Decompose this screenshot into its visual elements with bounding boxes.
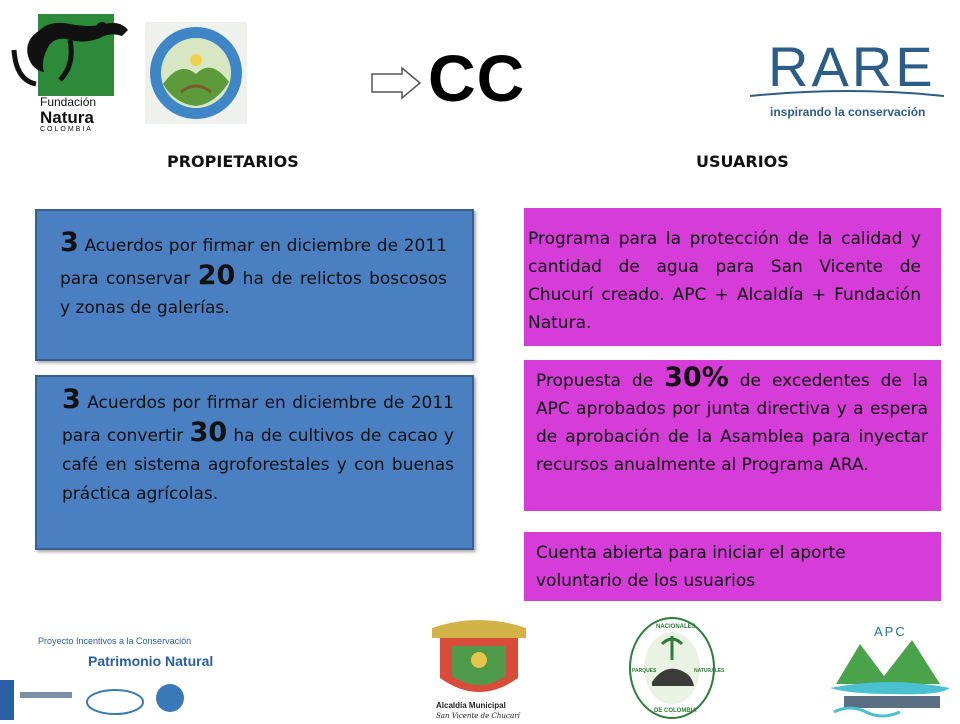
rare-tagline: inspirando la conservación [770,105,926,119]
propietarios-box-2 [35,375,474,550]
rare-name: RARE [768,35,936,98]
fundacion-line2: Natura [40,108,94,127]
usuarios-box3-text: Cuenta abierta para iniciar el aporte voluntario de los usuarios [536,543,846,591]
usuarios-box2-pre: Propuesta de [536,371,665,391]
parques-bottom: DE COLOMBIA [654,708,697,714]
seal-icon [145,22,247,124]
alcaldia-line1: Alcaldía Municipal [436,701,506,710]
usuarios-box2-post: de excedentes de la APC aprobados por junta directiva y a espera de aprobación de la Asamblea para inyectar recursos anualmente al Programa ARA. [536,371,928,475]
propietarios-box-1 [35,209,474,361]
fundacion-line3: COLOMBIA [40,126,93,133]
parques-right: NATURALES [694,668,725,674]
box1-text-a: Acuerdos por firmar en diciembre de 2011 para conservar [60,236,447,289]
column-title-propietarios: PROPIETARIOS [167,152,299,171]
monkey-icon [10,10,132,132]
box2-number-ha: 30 [189,417,228,448]
box2-text-a: Acuerdos por firmar en diciembre de 2011 para convertir [62,393,454,446]
globe-icon [156,684,184,712]
parques-nacionales-logo [626,616,725,720]
usuarios-box2-number: 30% [664,362,729,393]
rare-logo [748,24,948,124]
usuarios-box-1 [524,208,941,346]
box2-number: 3 [62,384,81,415]
parques-top: NACIONALES [656,624,696,630]
right-arrow-icon [370,66,422,104]
fundacion-natura-logo [10,10,132,132]
community-seal-logo [145,22,247,124]
crest-banner-icon [432,620,526,638]
alcaldia-municipal-logo [422,616,536,720]
water-icon [834,708,900,716]
fundacion-line1: Fundación [40,95,97,109]
incentivos-line2: Patrimonio Natural [88,653,214,669]
usuarios-box1-text: Programa para la protección de la calidad y cantidad de agua para San Vicente de Chucurí creado. APC + Alcaldía + Fundación Natura. [528,229,921,333]
usuarios-box-3 [524,532,941,601]
patrimonio-icon [87,690,143,714]
incentivos-line1: Proyecto Incentivos a la Conservación [38,636,192,646]
center-title: CC [428,41,526,115]
column-title-usuarios: USUARIOS [696,152,789,171]
box1-number: 3 [60,227,79,258]
flag-icon [0,680,14,720]
apc-logo [820,622,958,720]
incentivos-conservacion-logo [0,632,214,720]
apc-name: APC [874,624,907,639]
mountain-icon [836,640,940,684]
box1-text-b: ha de relictos boscosos y zonas de galerías. [60,269,447,318]
usuarios-box-2 [524,360,941,511]
parques-left: PARQUES [632,668,657,674]
box1-number-ha: 20 [197,260,236,291]
box2-text-b: ha de cultivos de cacao y café en sistema agroforestales y con buenas práctica agrícolas. [62,426,454,504]
alcaldia-line2: San Vicente de Chucurí [436,712,520,720]
